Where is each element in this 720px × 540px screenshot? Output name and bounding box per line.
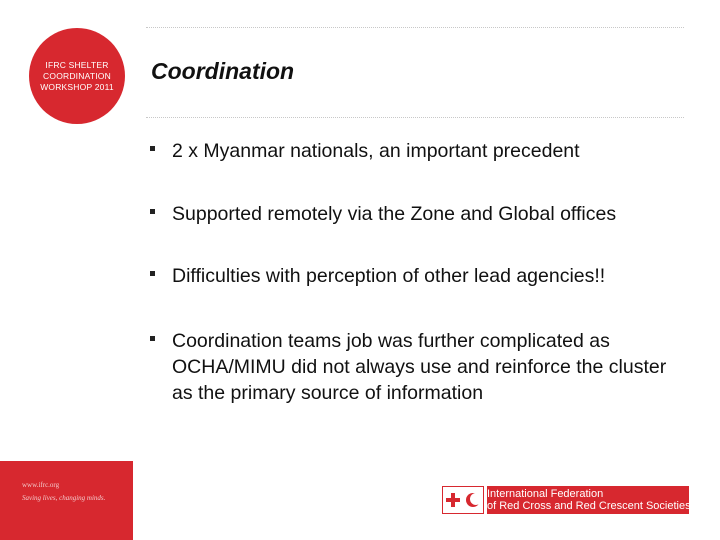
logo-line-2: of Red Cross and Red Crescent Societies (487, 500, 691, 512)
sidebar-footer (0, 461, 133, 540)
website-url: www.ifrc.org (22, 481, 60, 489)
bullet-marker-icon (150, 336, 155, 341)
badge-line-3: WORKSHOP 2011 (40, 81, 114, 92)
logo-text (487, 488, 691, 512)
bullet-text: Supported remotely via the Zone and Global offices (172, 203, 617, 225)
workshop-badge (29, 28, 125, 124)
badge-line-2: COORDINATION (43, 70, 111, 81)
logo-line-1: International Federation (487, 488, 604, 500)
bullet-item (150, 138, 580, 164)
slogan: Saving lives, changing minds. (22, 494, 106, 502)
bullet-item (150, 201, 616, 227)
bullet-item (150, 263, 605, 289)
red-crescent-icon (466, 492, 480, 508)
logo-name-bar (487, 486, 689, 514)
bullet-text: 2 x Myanmar nationals, an important precedent (172, 140, 580, 162)
left-sidebar (0, 0, 133, 540)
bullet-marker-icon (150, 146, 155, 151)
bullet-marker-icon (150, 271, 155, 276)
top-divider (146, 27, 684, 28)
badge-text (37, 60, 117, 93)
ifrc-logo (442, 486, 702, 516)
red-crescent-cell (463, 487, 483, 513)
title-divider (146, 117, 684, 118)
bullet-text: Difficulties with perception of other lead agencies!! (172, 265, 606, 287)
emblem-box (442, 486, 484, 514)
badge-line-1: IFRC SHELTER (45, 59, 109, 70)
bullet-marker-icon (150, 209, 155, 214)
red-cross-icon (446, 493, 460, 507)
slide-title: Coordination (151, 58, 295, 84)
bullet-text: Coordination teams job was further complicated as OCHA/MIMU did not always use and reinforce the cluster as the primary source of information (172, 330, 667, 404)
red-cross-cell (443, 487, 463, 513)
bullet-item (150, 328, 692, 406)
